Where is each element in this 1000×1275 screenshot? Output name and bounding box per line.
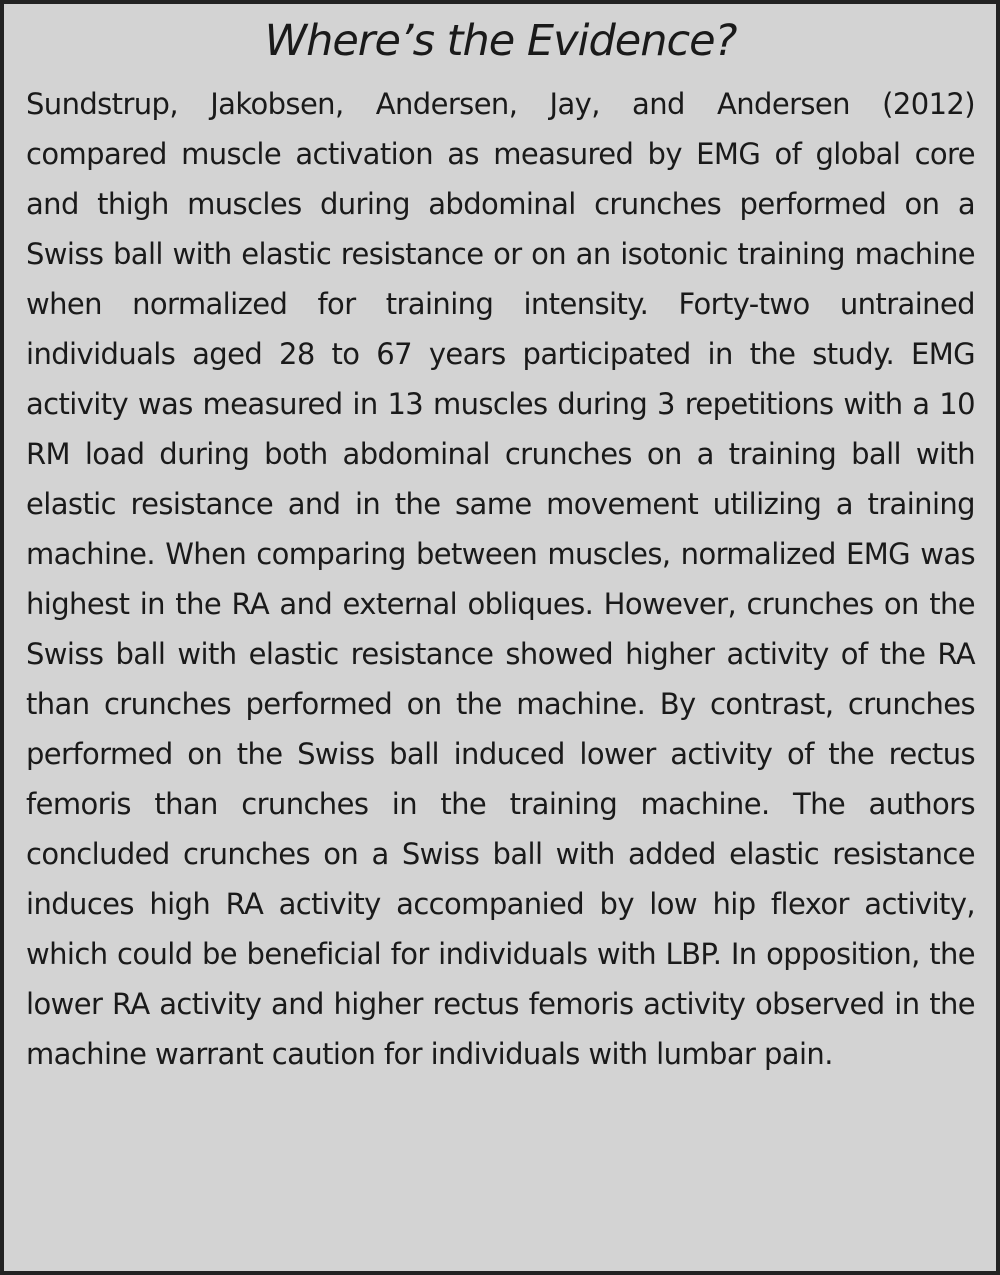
evidence-body-text: Sundstrup, Jakobsen, Andersen, Jay, and Andersen (2012) compared muscle activation as measured by EMG of global core and thigh muscles during abdominal crunches performed on a Swiss ball with elastic resistance or on an isotonic training machine when normalized for training intensity. Forty-two untrained individuals aged 28 to 67 years participated in the study. EMG activity was measured in 13 muscles during 3 repetitions with a 10 RM load during both abdominal crunches on a training ball with elastic resistance and in the same movement utilizing a training machine. When comparing between muscles, normalized EMG was highest in the RA and external obliques. However, crunches on the Swiss ball with elastic resistance showed higher activity of the RA than crunches performed on the machine. By contrast, crunches performed on the Swiss ball induced lower activity of the rectus femoris than crunches in the training machine. The authors concluded crunches on a Swiss ball with added elastic resistance induces high RA activity accompanied by low hip flexor activity, which could be beneficial for individuals with LBP. In opposition, the lower RA activity and higher rectus femoris activity observed in the machine warrant caution for individuals with lumbar pain. <box>26 87 975 1071</box>
evidence-title: Where’s the Evidence? <box>264 16 737 66</box>
